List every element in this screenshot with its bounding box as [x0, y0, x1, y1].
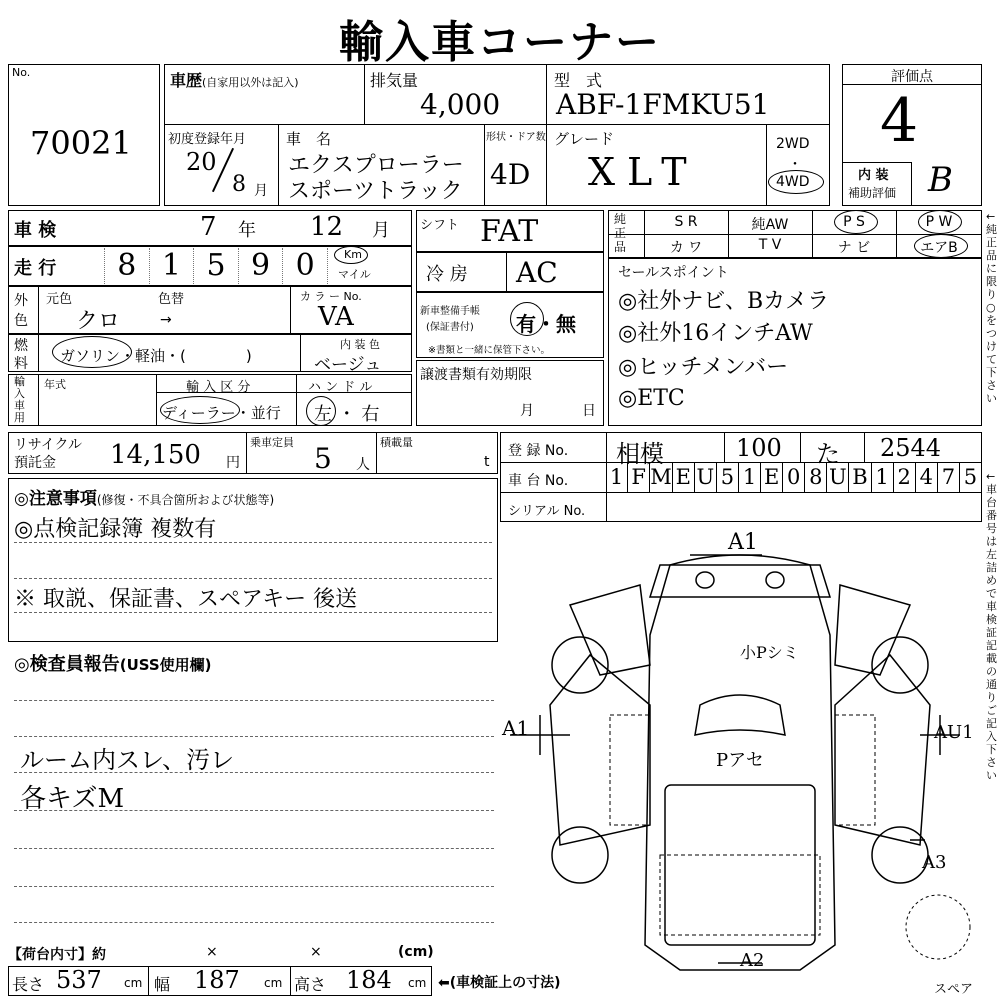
left-side-body: [550, 655, 650, 845]
reg-no-class: 100: [736, 434, 782, 462]
genuine-sr: S R: [674, 214, 698, 230]
model-code-label: 型 式: [554, 71, 603, 90]
score-label: 評価点: [891, 69, 933, 85]
mile-label: マイル: [338, 268, 371, 281]
wheel-rear-left: [552, 827, 608, 883]
bed-size-x1: ×: [206, 944, 218, 960]
length-label: 長さ: [12, 975, 45, 994]
car-name-line2: スポーツトラック: [288, 179, 463, 204]
repaint-label: 色替: [158, 292, 185, 307]
no-label: No.: [12, 66, 31, 79]
first-reg-label: 初度登録年月: [168, 132, 247, 147]
ac-value: AC: [516, 256, 558, 289]
load-unit: t: [484, 454, 490, 470]
car-name-line1: エクスプローラー: [288, 153, 464, 178]
year-type-label: 年式: [44, 378, 66, 391]
chassis-char: 1: [872, 462, 894, 492]
headlight-right: [766, 572, 784, 588]
height-label: 高さ: [294, 975, 327, 994]
handle-left-circle: [306, 396, 336, 426]
lot-number: 70021: [30, 124, 132, 162]
orig-color-label: 元色: [46, 292, 73, 307]
wheel-rear-right: [872, 827, 928, 883]
bed-size-unit: (cm): [398, 944, 434, 960]
car-lower-body: [660, 855, 820, 935]
damage-front: A1: [728, 530, 758, 555]
recycle-label-1: リサイクル: [14, 437, 83, 453]
color-no-value: VA: [318, 302, 354, 332]
shaken-year: 7: [200, 212, 217, 242]
month-unit: 月: [254, 183, 268, 199]
mileage-digit: 8: [104, 248, 149, 284]
wheel-front-left: [552, 637, 608, 693]
first-reg-year: 20: [186, 148, 217, 176]
chassis-char: U: [695, 462, 717, 492]
chassis-char: 0: [783, 462, 805, 492]
damage-bed: Pアセ: [716, 750, 764, 771]
interior-score-sub: 補助評価: [848, 186, 897, 200]
import-type-value: ディーラー・並行: [162, 404, 281, 422]
caution-label: ◎注意事項(修復・不具合箇所および状態等): [14, 489, 275, 509]
recycle-label-2: 預託金: [14, 455, 56, 471]
genuine-navi: ナ ビ: [837, 240, 871, 256]
height-unit: cm: [408, 976, 427, 990]
damage-rear-right: A3: [922, 852, 947, 873]
inspector-label: ◎検査員報告(USS使用欄): [14, 654, 212, 675]
maintenance-label: 新車整備手帳: [420, 306, 480, 317]
ac-label: 冷 房: [426, 264, 468, 285]
height-value: 184: [346, 966, 392, 994]
chassis-char: 8: [805, 462, 827, 492]
maintenance-note: ※書類と一緒に保管下さい。: [428, 345, 550, 356]
km-circle: [334, 246, 368, 264]
handle-value: 左 ・ 右: [314, 404, 380, 425]
recycle-amount: 14,150: [110, 440, 201, 470]
sales-point: ◎ヒッチメンバー: [618, 355, 789, 380]
genuine-airbag-circle: [914, 234, 968, 258]
model-code-value: ABF-1FMKU51: [556, 88, 770, 121]
genuine-ps: P S: [843, 214, 865, 230]
length-value: 537: [56, 966, 102, 994]
interior-color-label: 内 装 色: [340, 338, 380, 351]
sales-point: ◎社外ナビ、Bカメラ: [618, 289, 830, 314]
capacity-value: 5: [314, 442, 332, 475]
handle-label: ハ ン ド ル: [308, 380, 373, 395]
inspector-line: ルーム内スレ、汚レ: [20, 746, 235, 774]
drive-4wd: 4WD: [776, 174, 810, 190]
shift-label: シフト: [420, 218, 460, 233]
windshield: [695, 695, 785, 735]
chassis-char: 5: [960, 462, 982, 492]
reg-no-label: 登 録 No.: [508, 443, 569, 459]
genuine-airbag: エアB: [920, 240, 958, 256]
right-side-dashed: [835, 715, 875, 825]
repaint-arrow: →: [160, 312, 172, 328]
chassis-char: U: [827, 462, 849, 492]
reg-no-kana: た: [816, 440, 840, 468]
chassis-char: F: [628, 462, 650, 492]
side-note-genuine: ←純正品に限り○をつけて下さい: [986, 210, 997, 405]
score-value: 4: [880, 86, 919, 156]
spare-label: スペア: [934, 982, 974, 997]
chassis-char: E: [761, 462, 783, 492]
fuel-gasoline-circle: [52, 336, 132, 368]
chassis-char: B: [849, 462, 871, 492]
shaken-month: 12: [310, 212, 344, 242]
genuine-leather: カ ワ: [669, 240, 703, 256]
interior-color-value: ベージュ: [314, 355, 382, 375]
genuine-tv: T V: [758, 237, 782, 253]
chassis-char: 2: [894, 462, 916, 492]
mileage-digit: 9: [238, 248, 283, 284]
headlight-left: [696, 572, 714, 588]
fuel-label-2: 料: [14, 356, 28, 372]
bed-size-label: 【荷台内寸】約: [8, 947, 106, 963]
history-label: 車歴(自家用以外は記入): [170, 71, 299, 90]
interior-score-value: B: [928, 160, 953, 200]
capacity-label: 乗車定員: [250, 436, 294, 449]
cargo-bed: [665, 785, 815, 945]
bed-size-x2: ×: [310, 944, 322, 960]
chassis-char: M: [650, 462, 673, 492]
mileage-digit: 1: [149, 248, 194, 284]
caution-line: ◎点検記録簿 複数有: [14, 517, 217, 542]
serial-label: シリアル No.: [508, 504, 586, 519]
page-title: 輸入車コーナー: [339, 17, 661, 68]
chassis-number: [606, 462, 982, 492]
drive-4wd-circle: [768, 170, 824, 194]
fuel-options: ガソリン・軽油・( ): [60, 347, 252, 365]
color-label-outer: 外: [14, 293, 28, 309]
chassis-char: 1: [606, 462, 628, 492]
color-no-label: カ ラ ー No.: [300, 290, 362, 303]
spare-tire: [906, 895, 970, 959]
width-value: 187: [194, 966, 240, 994]
chassis-char: 4: [916, 462, 938, 492]
sales-point: ◎ETC: [618, 386, 685, 411]
genuine-pw: P W: [925, 214, 953, 230]
chassis-char: 1: [739, 462, 761, 492]
transfer-label: 譲渡書類有効期限: [420, 367, 532, 383]
mileage-digit: 5: [193, 248, 238, 284]
drive-2wd: 2WD: [776, 136, 810, 152]
displacement-value: 4,000: [420, 88, 501, 121]
year-unit: 年: [238, 220, 256, 241]
km-label: Km: [344, 248, 362, 261]
sales-point: ◎社外16インチAW: [618, 321, 813, 346]
mileage-label: 走 行: [14, 258, 57, 279]
genuine-ps-circle: [834, 210, 878, 234]
maintenance-value: 有・無: [516, 312, 576, 336]
maintenance-yes-circle: [510, 302, 544, 336]
reg-no-region: 相模: [616, 440, 664, 468]
yen-unit: 円: [226, 455, 240, 471]
fuel-label-1: 燃: [14, 338, 28, 354]
first-reg-month: 8: [232, 172, 246, 197]
drive-dot: ・: [788, 157, 802, 173]
genuine-aw: 純AW: [751, 217, 789, 233]
shaken-month-unit: 月: [372, 220, 390, 241]
dims-note: ⬅(車検証上の寸法): [438, 975, 561, 991]
grade-label: グレード: [554, 130, 615, 148]
caution-line: ※ 取説、保証書、スペアキー 後送: [14, 587, 358, 612]
inspector-line: 各キズM: [20, 784, 125, 814]
sales-points-label: セールスポイント: [618, 265, 729, 281]
damage-roof: 小Pシミ: [740, 643, 799, 662]
grade-value: XLT: [588, 150, 699, 194]
chassis-char: 5: [717, 462, 739, 492]
capacity-unit: 人: [356, 457, 370, 473]
orig-color-value: クロ: [76, 309, 121, 334]
side-note-chassis: ←車台番号は左詰めで車検証記載の通りご記入下さい: [986, 470, 997, 782]
left-panel: [570, 585, 650, 675]
import-label: 輸入車用: [14, 375, 25, 424]
car-name-label: 車 名: [286, 130, 332, 148]
width-label: 幅: [154, 975, 171, 994]
mileage-digit: 0: [282, 248, 328, 284]
maintenance-sub: (保証書付): [426, 322, 474, 333]
right-side-body: [835, 655, 930, 845]
genuine-pw-circle: [918, 210, 962, 234]
doors-label: 形状・ドア数: [486, 132, 546, 143]
transfer-month: 月: [520, 403, 534, 419]
wheel-front-right: [872, 637, 928, 693]
interior-score-label: 内 装: [858, 168, 889, 183]
damage-right: AU1: [934, 722, 974, 743]
reg-no-number: 2544: [880, 434, 942, 462]
color-label-inner: 色: [14, 313, 28, 329]
displacement-label: 排気量: [370, 71, 419, 90]
left-side-dashed: [610, 715, 650, 825]
damage-rear: A2: [740, 950, 765, 971]
mileage-digits: [104, 248, 328, 284]
length-unit: cm: [124, 976, 143, 990]
genuine-label: 純正品: [614, 212, 627, 254]
chassis-char: 7: [938, 462, 960, 492]
width-unit: cm: [264, 976, 283, 990]
chassis-label: 車 台 No.: [508, 473, 569, 489]
shift-value: FAT: [480, 214, 539, 249]
shaken-label: 車 検: [14, 220, 57, 241]
car-hood: [650, 565, 830, 597]
doors-value: 4D: [490, 158, 531, 191]
chassis-char: E: [673, 462, 695, 492]
import-dealer-circle: [160, 396, 240, 424]
damage-left: A1: [502, 716, 530, 740]
import-type-label: 輸 入 区 分: [186, 380, 251, 395]
load-label: 積載量: [380, 436, 413, 449]
transfer-day: 日: [582, 403, 596, 419]
